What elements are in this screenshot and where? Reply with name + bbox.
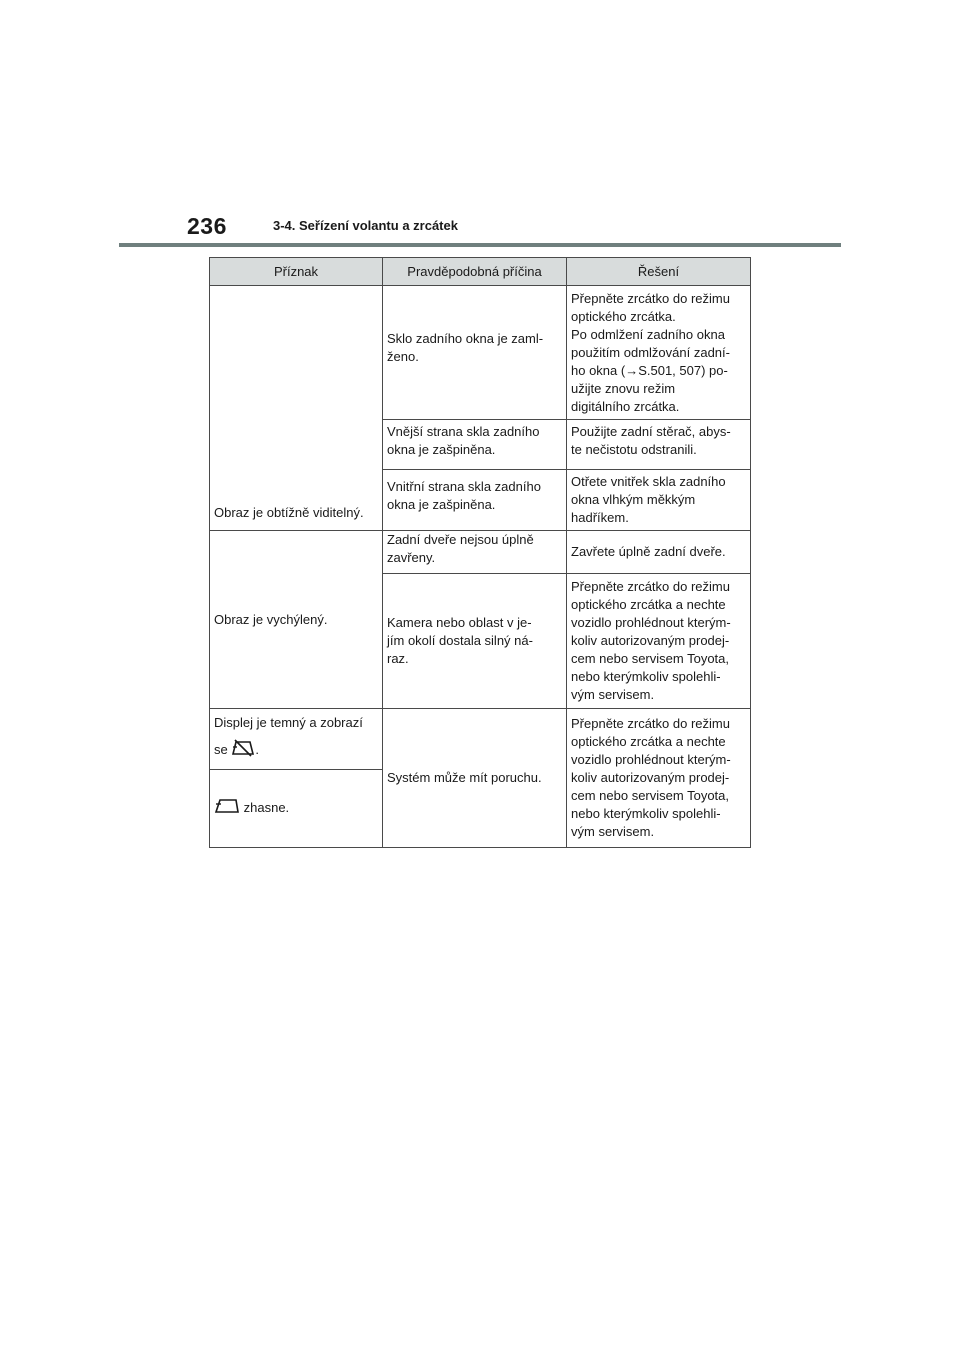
cause-text: Kamera nebo oblast v je- jím okolí dostala silný ná- raz. bbox=[387, 615, 533, 666]
symptom-icon-line bbox=[214, 738, 378, 763]
cause-cell bbox=[383, 574, 567, 709]
cause-cell bbox=[383, 709, 567, 848]
page-header bbox=[0, 210, 960, 250]
table-row bbox=[210, 709, 751, 770]
solution-cell bbox=[567, 470, 751, 531]
table-row bbox=[210, 531, 751, 574]
symptom-text: zhasne. bbox=[243, 799, 290, 815]
solution-cell bbox=[567, 420, 751, 470]
solution-text: Přepněte zrcátko do režimu optického zrcátka a nechte vozidlo prohlédnout kterým- koliv autorizovaným prodej- cem nebo servisem Toyota, nebo kterýmkoliv spolehli- vým servisem. bbox=[571, 716, 731, 839]
table-row bbox=[210, 286, 751, 420]
solution-text: Použijte zadní stěrač, abys- te nečistotu odstranili. bbox=[571, 424, 731, 457]
cause-text: Systém může mít poruchu. bbox=[387, 770, 542, 785]
solution-cell bbox=[567, 709, 751, 848]
solution-text: Přepněte zrcátko do režimu optického zrcátka a nechte vozidlo prohlédnout kterým- koliv autorizovaným prodej- cem nebo servisem Toyota, nebo kterýmkoliv spolehli- vým servisem. bbox=[571, 579, 731, 702]
symptom-text: Obraz je obtížně viditelný. bbox=[214, 505, 364, 520]
column-header-symptom: Příznak bbox=[210, 258, 383, 286]
column-header-solution: Řešení bbox=[567, 258, 751, 286]
troubleshooting-table bbox=[209, 257, 751, 848]
cause-cell bbox=[383, 470, 567, 531]
solution-text: Otřete vnitřek skla zadního okna vlhkým měkkým hadříkem. bbox=[571, 474, 726, 525]
solution-cell bbox=[567, 574, 751, 709]
symptom-cell bbox=[210, 709, 383, 770]
cause-cell bbox=[383, 531, 567, 574]
digital-mirror-fault-icon bbox=[231, 738, 255, 763]
symptom-text: Displej je temný a zobrazí bbox=[214, 715, 363, 730]
table-header-row bbox=[210, 258, 751, 286]
solution-text: Zavřete úplně zadní dveře. bbox=[571, 544, 726, 559]
cause-text: Zadní dveře nejsou úplně zavřeny. bbox=[387, 532, 534, 565]
section-title: 3-4. Seřízení volantu a zrcátek bbox=[273, 218, 458, 233]
cause-text: Sklo zadního okna je zaml- ženo. bbox=[387, 330, 544, 364]
symptom-prefix: se bbox=[214, 741, 228, 757]
column-header-cause: Pravděpodobná příčina bbox=[383, 258, 567, 286]
solution-text: Přepněte zrcátko do režimu optického zrcátka. Po odmlžení zadního okna použitím odmlžování zadní- ho okna (→S.501, 507) po- užijte znovu režim digitálního zrcátka. bbox=[571, 290, 730, 414]
symptom-cell bbox=[210, 286, 383, 531]
page-number: 236 bbox=[187, 213, 227, 239]
solution-cell bbox=[567, 531, 751, 574]
solution-cell bbox=[567, 286, 751, 420]
header-divider bbox=[119, 243, 841, 247]
cause-cell bbox=[383, 420, 567, 470]
symptom-cell bbox=[210, 531, 383, 709]
cause-text: Vnější strana skla zadního okna je zašpiněna. bbox=[387, 424, 540, 457]
symptom-cell bbox=[210, 770, 383, 848]
cause-text: Vnitřní strana skla zadního okna je zašpiněna. bbox=[387, 479, 541, 512]
cause-cell bbox=[383, 286, 567, 420]
digital-mirror-icon bbox=[214, 797, 240, 820]
symptom-text: Obraz je vychýlený. bbox=[214, 611, 328, 627]
symptom-suffix: . bbox=[255, 741, 259, 757]
